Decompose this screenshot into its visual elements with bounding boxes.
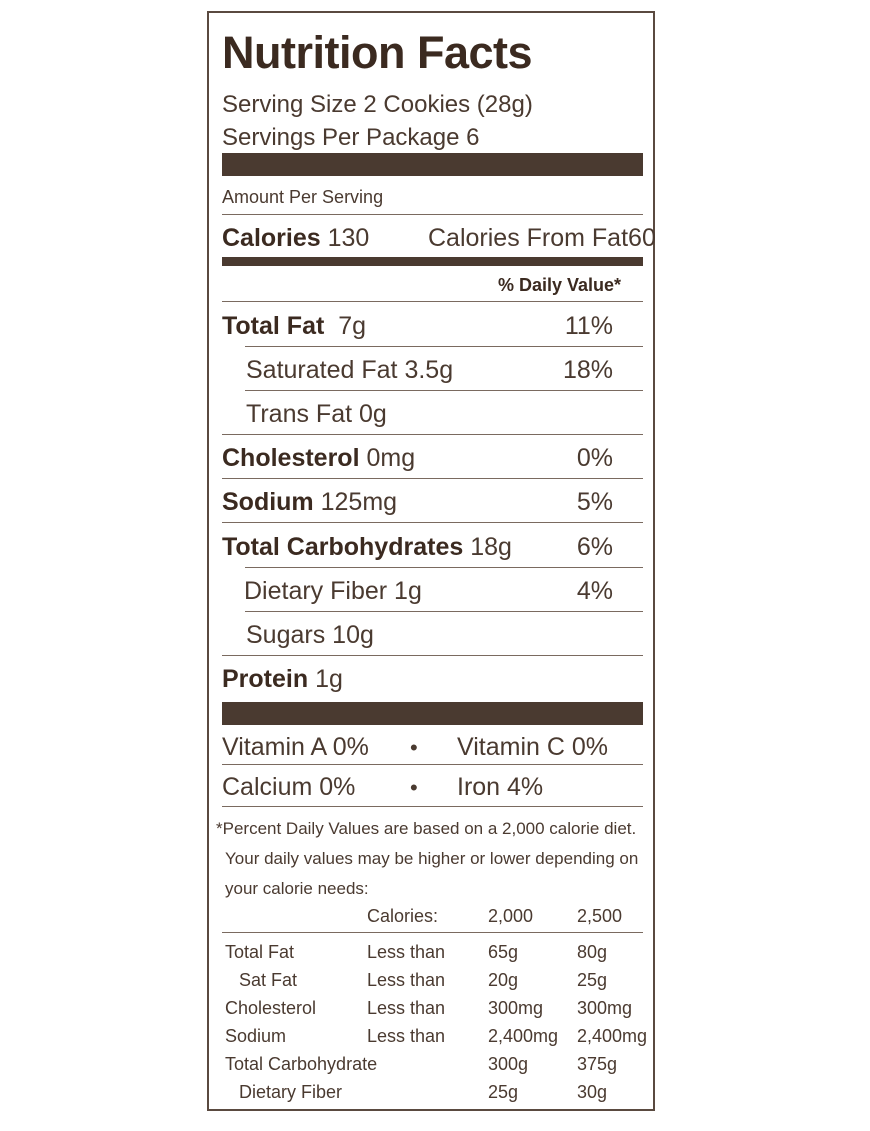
nutrient-name: Saturated Fat — [246, 356, 398, 384]
divider — [222, 806, 643, 807]
calories-value: 130 — [327, 224, 370, 252]
amount-per-serving: Amount Per Serving — [222, 187, 384, 207]
divider — [222, 301, 643, 302]
nutrient-row-saturated-fat — [246, 356, 453, 385]
ref-row-2500: 2,400mg — [577, 1026, 648, 1046]
nutrient-amount: 18g — [470, 533, 512, 561]
nutrient-row-total-fat — [222, 312, 366, 341]
iron: Iron 4% — [457, 773, 544, 801]
nutrient-dv: 0% — [576, 444, 613, 472]
calories-label: Calories — [222, 224, 321, 252]
nutrient-dv: 6% — [576, 533, 613, 561]
ref-header-calories: Calories: — [367, 906, 439, 926]
ref-row-name: Total Fat — [225, 942, 295, 962]
nutrient-name: Sugars — [246, 621, 326, 649]
ref-header-2500: 2,500 — [577, 906, 623, 926]
nutrient-amount: 0g — [359, 400, 387, 428]
divider — [222, 655, 643, 656]
nutrient-name: Total Carbohydrates — [222, 533, 464, 561]
divider — [222, 478, 643, 479]
footnote-line: Your daily values may be higher or lower depending on — [225, 849, 639, 868]
divider — [245, 611, 643, 612]
nutrient-dv: 5% — [576, 488, 613, 516]
nutrient-amount: 1g — [394, 577, 422, 605]
divider — [245, 567, 643, 568]
ref-row-2500: 375g — [577, 1054, 618, 1074]
ref-header-2000: 2,000 — [488, 906, 534, 926]
nutrient-row-cholesterol — [222, 444, 415, 473]
ref-row-2500: 30g — [577, 1082, 608, 1102]
nutrient-amount: 1g — [315, 665, 343, 693]
calories-from-fat-value: 60 — [628, 224, 656, 252]
ref-row-limit: Less than — [367, 942, 446, 962]
nutrient-name: Total Fat — [222, 312, 325, 340]
bullet-separator: • — [410, 735, 418, 760]
ref-row-name: Sat Fat — [239, 970, 298, 990]
servings-per-package: Servings Per Package 6 — [222, 124, 480, 151]
divider — [222, 522, 643, 523]
nutrient-row-total-carbohydrates — [222, 533, 512, 562]
calories-from-fat — [428, 224, 656, 253]
nutrient-dv: 18% — [562, 356, 613, 384]
nutrient-name: Sodium — [222, 488, 314, 516]
divider — [245, 390, 643, 391]
nutrient-amount: 7g — [338, 312, 367, 340]
nutrient-row-trans-fat — [246, 400, 387, 429]
divider — [245, 346, 643, 347]
footnote-line: *Percent Daily Values are based on a 2,000 calorie diet. — [216, 819, 637, 838]
divider — [222, 932, 643, 933]
ref-row-2000: 25g — [488, 1082, 519, 1102]
nutrition-label — [207, 11, 655, 1111]
nutrient-dv: 11% — [564, 312, 613, 340]
nutrient-row-sodium — [222, 488, 397, 517]
bullet-separator: • — [410, 775, 418, 800]
nutrient-name: Protein — [222, 665, 309, 693]
nutrient-dv: 4% — [576, 577, 613, 605]
ref-row-2000: 300g — [488, 1054, 529, 1074]
ref-row-limit: Less than — [367, 1026, 446, 1046]
ref-row-limit: Less than — [367, 970, 446, 990]
ref-row-name: Total Carbohydrate — [225, 1054, 378, 1074]
nutrient-row-protein — [222, 665, 343, 694]
ref-row-2500: 80g — [577, 942, 608, 962]
divider — [222, 764, 643, 765]
nutrient-amount: 3.5g — [404, 356, 454, 384]
thick-divider — [222, 702, 643, 725]
label-title: Nutrition Facts — [222, 27, 533, 78]
ref-row-name: Sodium — [225, 1026, 287, 1046]
nutrient-amount: 125mg — [320, 488, 398, 516]
ref-row-2000: 20g — [488, 970, 519, 990]
ref-row-name: Cholesterol — [225, 998, 317, 1018]
nutrient-name: Cholesterol — [222, 444, 360, 472]
ref-row-2000: 300mg — [488, 998, 544, 1018]
ref-row-name: Dietary Fiber — [239, 1082, 343, 1102]
footnote-line: your calorie needs: — [225, 879, 369, 898]
ref-row-limit: Less than — [367, 998, 446, 1018]
vitamin-a: Vitamin A 0% — [222, 733, 369, 761]
ref-row-2000: 65g — [488, 942, 519, 962]
calories-from-fat-label: Calories From Fat — [428, 224, 629, 252]
nutrient-row-sugars — [246, 621, 374, 650]
calcium: Calcium 0% — [222, 773, 356, 801]
nutrient-amount: 10g — [332, 621, 374, 649]
serving-size: Serving Size 2 Cookies (28g) — [222, 91, 533, 118]
ref-row-2500: 25g — [577, 970, 608, 990]
nutrient-row-dietary-fiber — [244, 577, 422, 606]
divider — [222, 434, 643, 435]
nutrient-name: Trans Fat — [246, 400, 353, 428]
daily-value-header: % Daily Value* — [498, 275, 622, 295]
vitamin-c: Vitamin C 0% — [457, 733, 608, 761]
divider — [222, 214, 643, 215]
nutrient-amount: 0mg — [366, 444, 416, 472]
ref-row-2000: 2,400mg — [488, 1026, 559, 1046]
nutrient-name: Dietary Fiber — [244, 577, 388, 605]
thick-divider — [222, 153, 643, 176]
calories-row — [222, 224, 369, 253]
medium-divider — [222, 257, 643, 266]
ref-row-2500: 300mg — [577, 998, 633, 1018]
